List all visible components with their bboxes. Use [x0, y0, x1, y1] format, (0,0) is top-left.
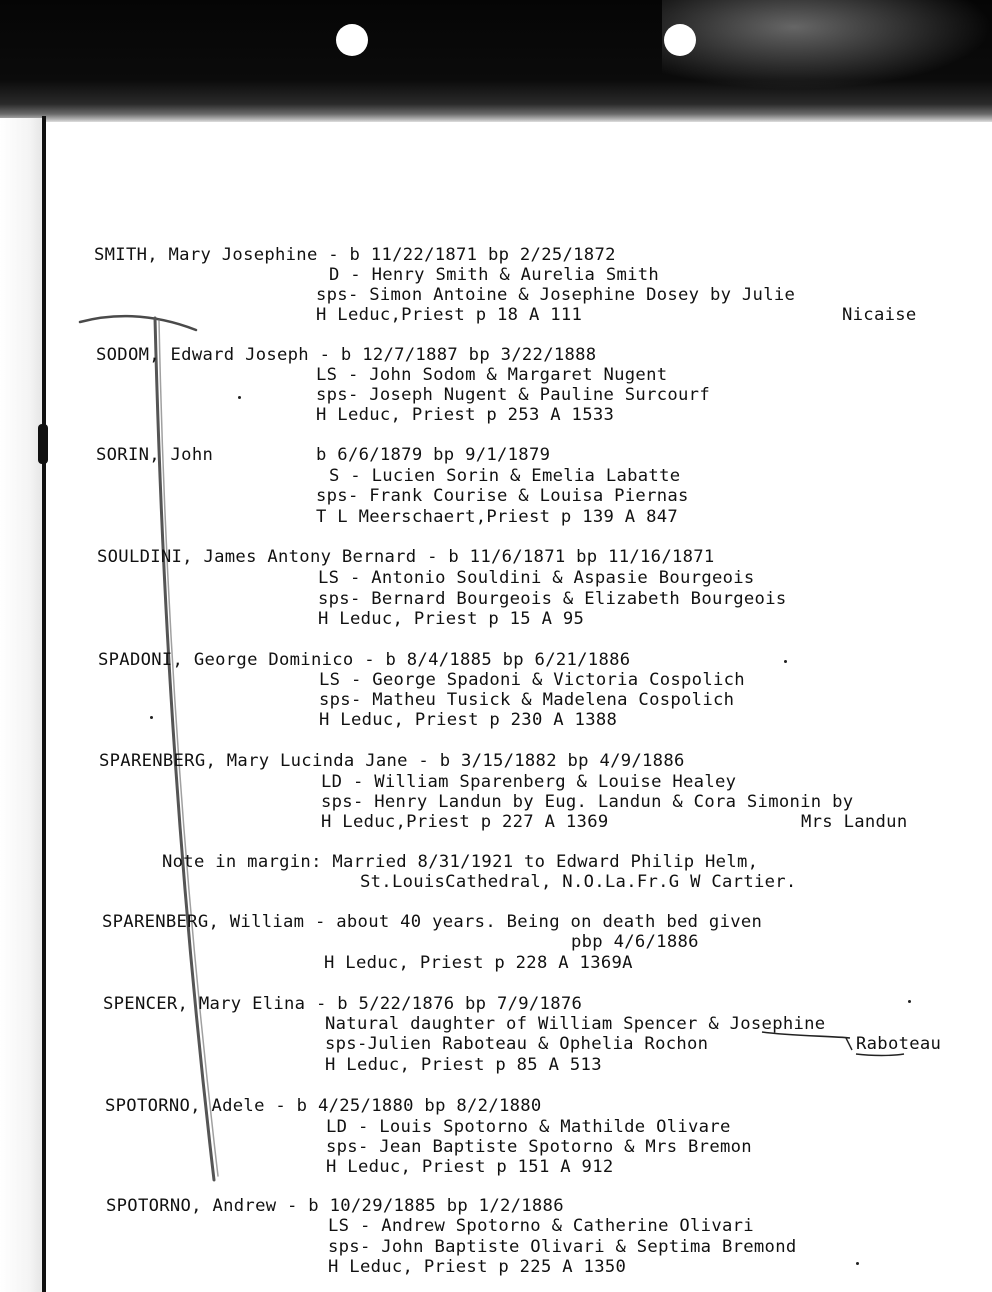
sponsors-line: sps- John Baptiste Olivari & Septima Bremond — [328, 1237, 797, 1257]
priest-line: H Leduc, Priest p 85 A 513 — [325, 1055, 602, 1075]
priest-line: H Leduc,Priest p 227 A 1369 — [321, 812, 609, 832]
record-heading: SOULDINI, James Antony Bernard - b 11/6/1871 bp 11/16/1871 — [97, 547, 715, 567]
record-heading: SPOTORNO, Andrew - b 10/29/1885 bp 1/2/1886 — [106, 1196, 564, 1216]
parents-line: LS - Andrew Spotorno & Catherine Olivari — [328, 1216, 754, 1236]
priest-line: H Leduc, Priest p 151 A 912 — [326, 1157, 614, 1177]
record-heading: SPARENBERG, William - about 40 years. Being on death bed given — [102, 912, 763, 932]
baptism-line: pbp 4/6/1886 — [571, 932, 699, 952]
sponsors-line: sps- Jean Baptiste Spotorno & Mrs Bremon — [326, 1137, 752, 1157]
priest-line: H Leduc, Priest p 225 A 1350 — [328, 1257, 627, 1277]
marginal-note-line: St.LouisCathedral, N.O.La.Fr.G W Cartier. — [360, 872, 797, 892]
priest-line: H Leduc,Priest p 18 A 111 — [316, 305, 583, 325]
stray-mark — [856, 1262, 859, 1265]
sponsors-line: sps- Bernard Bourgeois & Elizabeth Bourgeois — [318, 589, 787, 609]
record-heading: SMITH, Mary Josephine - b 11/22/1871 bp 2/25/1872 — [94, 245, 616, 265]
parents-line: Natural daughter of William Spencer & Josephine — [325, 1014, 826, 1034]
margin-note: Mrs Landun — [801, 812, 908, 832]
margin-note: Nicaise — [842, 305, 917, 325]
stray-mark — [150, 716, 153, 719]
sponsors-line: sps-Julien Raboteau & Ophelia Rochon — [325, 1034, 709, 1054]
parents-line: LD - Louis Spotorno & Mathilde Olivare — [326, 1117, 731, 1137]
sponsors-line: sps- Henry Landun by Eug. Landun & Cora Simonin by — [321, 792, 854, 812]
priest-line: H Leduc, Priest p 15 A 95 — [318, 609, 585, 629]
record-heading: SPENCER, Mary Elina - b 5/22/1876 bp 7/9/1876 — [103, 994, 583, 1014]
record-heading: SPOTORNO, Adele - b 4/25/1880 bp 8/2/1880 — [105, 1096, 542, 1116]
parents-line: LS - George Spadoni & Victoria Cospolich — [319, 670, 745, 690]
parents-line: LS - John Sodom & Margaret Nugent — [316, 365, 668, 385]
stray-mark — [908, 1000, 911, 1003]
priest-line: H Leduc, Priest p 253 A 1533 — [316, 405, 615, 425]
parents-line: S - Lucien Sorin & Emelia Labatte — [329, 466, 681, 486]
marginal-note-line: Note in margin: Married 8/31/1921 to Edward Philip Helm, — [162, 852, 759, 872]
stray-mark — [238, 396, 241, 399]
priest-line: H Leduc, Priest p 230 A 1388 — [319, 710, 618, 730]
sponsors-line: sps- Simon Antoine & Josephine Dosey by Julie — [316, 285, 796, 305]
birth-line: b 6/6/1879 bp 9/1/1879 — [316, 445, 551, 465]
stray-mark — [784, 660, 787, 663]
record-heading: SODOM, Edward Joseph - b 12/7/1887 bp 3/22/1888 — [96, 345, 597, 365]
record-heading: SPADONI, George Dominico - b 8/4/1885 bp 6/21/1886 — [98, 650, 631, 670]
sponsors-line: sps- Matheu Tusick & Madelena Cospolich — [319, 690, 735, 710]
record-heading: SORIN, John — [96, 445, 214, 465]
parents-line: LS - Antonio Souldini & Aspasie Bourgeois — [318, 568, 755, 588]
record-heading: SPARENBERG, Mary Lucinda Jane - b 3/15/1882 bp 4/9/1886 — [99, 751, 685, 771]
sponsors-line: sps- Frank Courise & Louisa Piernas — [316, 486, 689, 506]
priest-line: H Leduc, Priest p 228 A 1369A — [324, 953, 633, 973]
margin-note: Raboteau — [856, 1034, 942, 1054]
parents-line: LD - William Sparenberg & Louise Healey — [321, 772, 737, 792]
priest-line: T L Meerschaert,Priest p 139 A 847 — [316, 507, 679, 527]
sponsors-line: sps- Joseph Nugent & Pauline Surcourf — [316, 385, 710, 405]
parents-line: D - Henry Smith & Aurelia Smith — [329, 265, 660, 285]
